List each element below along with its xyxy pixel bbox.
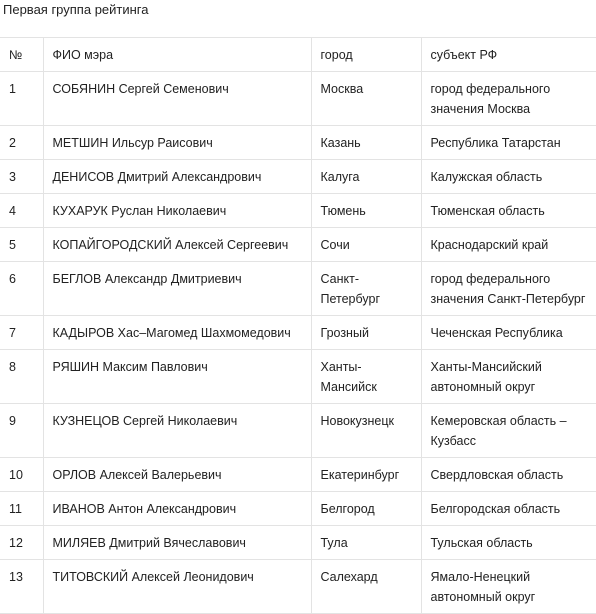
table-row (0, 194, 596, 228)
cell-number: 12 (0, 526, 43, 560)
cell-subject: город федерального значения Москва (421, 72, 596, 126)
cell-subject: Калужская область (421, 160, 596, 194)
cell-mayor-name: МЕТШИН Ильсур Раисович (43, 126, 311, 160)
cell-city: Тюмень (311, 194, 421, 228)
cell-number: 3 (0, 160, 43, 194)
cell-city: Ханты-Мансийск (311, 350, 421, 404)
cell-subject: Ханты-Мансийский автономный округ (421, 350, 596, 404)
cell-subject: Республика Татарстан (421, 126, 596, 160)
table-row (0, 316, 596, 350)
cell-mayor-name: СОБЯНИН Сергей Семенович (43, 72, 311, 126)
table-row (0, 350, 596, 404)
cell-mayor-name: РЯШИН Максим Павлович (43, 350, 311, 404)
cell-city: Белгород (311, 492, 421, 526)
cell-city: Салехард (311, 560, 421, 614)
cell-mayor-name: КУЗНЕЦОВ Сергей Николаевич (43, 404, 311, 458)
table-row (0, 228, 596, 262)
cell-number: 1 (0, 72, 43, 126)
cell-mayor-name: ДЕНИСОВ Дмитрий Александрович (43, 160, 311, 194)
table-row (0, 526, 596, 560)
cell-number: 7 (0, 316, 43, 350)
cell-subject: Чеченская Республика (421, 316, 596, 350)
cell-mayor-name: КОПАЙГОРОДСКИЙ Алексей Сергеевич (43, 228, 311, 262)
cell-number: 8 (0, 350, 43, 404)
header-number: № (0, 38, 43, 72)
cell-number: 11 (0, 492, 43, 526)
header-city: город (311, 38, 421, 72)
table-row (0, 458, 596, 492)
cell-city: Казань (311, 126, 421, 160)
cell-number: 6 (0, 262, 43, 316)
cell-number: 10 (0, 458, 43, 492)
cell-number: 2 (0, 126, 43, 160)
cell-city: Тула (311, 526, 421, 560)
table-body (0, 72, 596, 614)
cell-mayor-name: ОРЛОВ Алексей Валерьевич (43, 458, 311, 492)
cell-mayor-name: МИЛЯЕВ Дмитрий Вячеславович (43, 526, 311, 560)
cell-city: Санкт-Петербург (311, 262, 421, 316)
cell-subject: Тюменская область (421, 194, 596, 228)
cell-city: Грозный (311, 316, 421, 350)
rating-table (0, 37, 596, 614)
cell-subject: Белгородская область (421, 492, 596, 526)
table-row (0, 160, 596, 194)
table-row (0, 404, 596, 458)
table-row (0, 126, 596, 160)
cell-mayor-name: БЕГЛОВ Александр Дмитриевич (43, 262, 311, 316)
cell-city: Сочи (311, 228, 421, 262)
cell-mayor-name: ИВАНОВ Антон Александрович (43, 492, 311, 526)
table-header (0, 38, 596, 72)
cell-subject: город федерального значения Санкт-Петербург (421, 262, 596, 316)
cell-subject: Свердловская область (421, 458, 596, 492)
table-row (0, 492, 596, 526)
table-row (0, 560, 596, 614)
cell-number: 9 (0, 404, 43, 458)
cell-number: 13 (0, 560, 43, 614)
table-row (0, 72, 596, 126)
cell-city: Новокузнецк (311, 404, 421, 458)
cell-number: 5 (0, 228, 43, 262)
cell-number: 4 (0, 194, 43, 228)
table-caption: Первая группа рейтинга (3, 2, 149, 17)
header-row (0, 38, 596, 72)
cell-mayor-name: КУХАРУК Руслан Николаевич (43, 194, 311, 228)
cell-subject: Кемеровская область – Кузбасс (421, 404, 596, 458)
cell-subject: Ямало-Ненецкий автономный округ (421, 560, 596, 614)
table-row (0, 262, 596, 316)
cell-city: Калуга (311, 160, 421, 194)
cell-city: Екатеринбург (311, 458, 421, 492)
cell-mayor-name: КАДЫРОВ Хас–Магомед Шахмомедович (43, 316, 311, 350)
cell-subject: Тульская область (421, 526, 596, 560)
cell-subject: Краснодарский край (421, 228, 596, 262)
header-subject: субъект РФ (421, 38, 596, 72)
cell-city: Москва (311, 72, 421, 126)
header-mayor-name: ФИО мэра (43, 38, 311, 72)
cell-mayor-name: ТИТОВСКИЙ Алексей Леонидович (43, 560, 311, 614)
